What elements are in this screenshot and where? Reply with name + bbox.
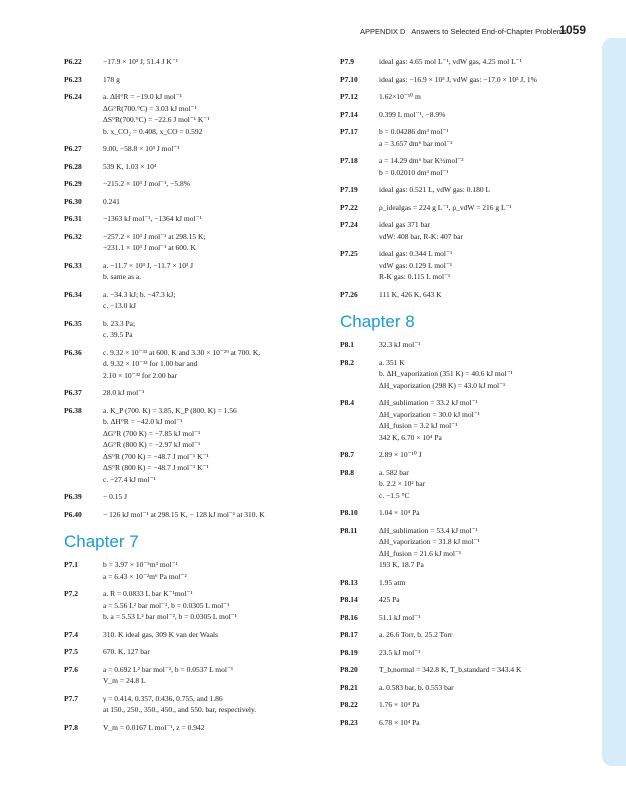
answer-text: 342 K, 6.70 × 10⁴ Pa	[379, 432, 442, 442]
answer-text: −17.9 × 10³ J, 51.4 J K⁻¹	[103, 57, 179, 66]
answer-line	[64, 704, 340, 716]
problem-label: P8.20	[340, 665, 358, 674]
answer-text: b = 0.04286 dm³ mol⁻¹	[379, 127, 449, 136]
answer-text: ΔS°R (800 K) = −48.7 J mol⁻¹ K⁻¹	[103, 463, 209, 472]
problem-label	[340, 380, 379, 392]
answer-text: 28.0 kJ mol⁻¹	[103, 388, 145, 397]
answer-text: 2.10 × 10⁻³² for 2.00 bar	[103, 370, 178, 380]
problem-label	[340, 490, 379, 502]
answer-line	[64, 300, 340, 312]
answer-text: a. 351 K	[379, 357, 405, 367]
problem-label: P7.10	[340, 74, 358, 84]
problem-label: P6.23	[64, 74, 82, 84]
answer-line	[64, 143, 340, 155]
problem-label	[64, 358, 103, 370]
answer-line	[64, 114, 340, 126]
answer-line	[64, 213, 340, 225]
answer-line	[340, 647, 590, 659]
answer-text: ΔH_sublimation = 53.4 kJ mol⁻¹	[379, 525, 478, 535]
answer-text: a = 6.43 × 10⁻²m⁶ Pa mol⁻²	[103, 571, 187, 581]
answer-text: ΔH_sublimation = 33.2 kJ mol⁻¹	[379, 398, 478, 407]
answer-text: ΔH_vaporization = 31.8 kJ mol⁻¹	[379, 537, 480, 546]
problem-label	[340, 478, 379, 490]
answer-line	[64, 260, 340, 272]
answer-text: 51.1 kJ mol⁻¹	[379, 612, 421, 622]
answer-line	[64, 178, 340, 190]
answer-text: − 0.15 J	[103, 492, 128, 501]
problem-label: P6.22	[64, 57, 82, 66]
problem-label	[64, 675, 103, 687]
answer-text: a. R = 0.0833 L bar K⁻¹mol⁻¹	[103, 589, 193, 598]
answer-line	[64, 693, 340, 705]
problem-label: P6.38	[64, 405, 82, 415]
answer-line	[64, 675, 340, 687]
answer-text: a. 582 bar	[379, 467, 409, 477]
answer-text: a. K_P (700. K) = 3.85, K_P (800. K) = 1.56	[103, 405, 237, 415]
answer-line	[340, 559, 590, 571]
answer-text: 2.89 × 10⁻¹⁰ J	[379, 450, 422, 459]
answer-text: ΔH_fusion = 21.6 kJ mol⁻¹	[379, 548, 462, 558]
answer-line	[340, 548, 590, 560]
problem-label	[64, 329, 103, 341]
answer-line	[340, 202, 590, 214]
problem-label: P7.1	[64, 560, 78, 569]
header-appendix: APPENDIX D	[360, 27, 406, 36]
answer-line	[340, 260, 590, 272]
problem-label	[64, 103, 103, 115]
answer-line	[340, 420, 590, 432]
answer-text: b. 2.2 × 10² bar	[379, 479, 426, 488]
problem-label: P6.34	[64, 289, 82, 299]
answer-text: −1363 kJ mol⁻¹, −1364 kJ mol⁻¹	[103, 214, 202, 223]
answer-text: a. −34.3 kJ; b. −47.3 kJ;	[103, 289, 176, 299]
problem-label	[340, 536, 379, 548]
answer-line	[64, 196, 340, 208]
answer-text: 178 g	[103, 74, 120, 84]
answer-line	[64, 161, 340, 173]
answer-line	[64, 347, 340, 359]
problem-label: P6.31	[64, 214, 82, 223]
problem-label	[64, 271, 103, 283]
answer-line	[340, 380, 590, 392]
answer-text: 1.76 × 10⁴ Pa	[379, 700, 420, 709]
answer-line	[340, 368, 590, 380]
answer-text: c. −13.0 kJ	[103, 301, 136, 310]
answer-line	[64, 611, 340, 623]
answer-line	[64, 646, 340, 658]
answer-text: −215.2 × 10³ J mol⁻¹, −5.8%	[103, 179, 190, 188]
answer-line	[340, 490, 590, 502]
answer-line	[64, 571, 340, 583]
answer-text: ΔH_vaporization = 30.0 kJ mol⁻¹	[379, 409, 480, 419]
problem-label: P8.22	[340, 700, 358, 709]
answer-line	[340, 271, 590, 283]
answer-text: −231.1 × 10³ J mol⁻¹ at 600. K	[103, 243, 196, 252]
problem-label: P6.28	[64, 161, 82, 171]
problem-label	[340, 548, 379, 560]
answer-text: 9.00, −58.8 × 10³ J mol⁻¹	[103, 144, 180, 153]
problem-label: P7.12	[340, 92, 358, 101]
answer-text: b. a = 5.53 L² bar mol⁻², b = 0.0305 L mol⁻¹	[103, 612, 237, 621]
answer-text: −257.2 × 10³ J mol⁻¹ at 298.15 K;	[103, 231, 206, 241]
problem-label	[340, 368, 379, 380]
answer-line	[340, 717, 590, 729]
answer-text: c. 39.5 Pa	[103, 330, 133, 339]
problem-label	[64, 370, 103, 382]
problem-label	[340, 420, 379, 432]
problem-label	[340, 271, 379, 283]
problem-label	[64, 611, 103, 623]
problem-label: P8.4	[340, 398, 354, 407]
answer-line	[64, 289, 340, 301]
answer-line	[64, 451, 340, 463]
problem-label	[64, 462, 103, 474]
answer-line	[64, 474, 340, 486]
answer-text: ΔH_fusion = 3.2 kJ mol⁻¹	[379, 421, 458, 430]
problem-label: P8.23	[340, 717, 358, 727]
page-number: 1059	[559, 23, 586, 37]
answer-line	[64, 491, 340, 503]
answer-line	[340, 109, 590, 121]
left-answer-column	[64, 50, 340, 733]
answer-line	[64, 428, 340, 440]
answer-text: 111 K, 426 K, 643 K	[379, 289, 442, 299]
answer-text: d. 9.32 × 10⁻³³ for 1.00 bar and	[103, 359, 198, 368]
problem-label: P8.2	[340, 357, 354, 367]
answer-line	[64, 722, 340, 734]
answer-line	[340, 507, 590, 519]
answer-text: 670. K, 127 bar	[103, 647, 150, 656]
problem-label: P6.30	[64, 196, 82, 206]
answer-text: b. ΔH_vaporization (351 K) = 40.6 kJ mol⁻¹	[379, 369, 513, 378]
answer-text: 32.3 kJ mol⁻¹	[379, 340, 421, 349]
answer-line	[340, 91, 590, 103]
problem-label: P7.17	[340, 127, 358, 136]
problem-label	[340, 138, 379, 150]
answer-line	[340, 339, 590, 351]
answer-text: ideal gas: 0.344 L mol⁻¹	[379, 249, 453, 258]
answer-text: 1.04 × 10⁴ Pa	[379, 508, 420, 517]
answer-line	[64, 664, 340, 676]
problem-label: P8.21	[340, 682, 358, 692]
answer-line	[340, 248, 590, 260]
problem-label: P6.32	[64, 231, 82, 241]
answer-line	[340, 629, 590, 641]
problem-label: P7.7	[64, 693, 78, 703]
answer-line	[340, 664, 590, 676]
problem-label: P7.22	[340, 202, 358, 212]
answer-line	[64, 405, 340, 417]
problem-label: P7.19	[340, 185, 358, 194]
answer-line	[340, 536, 590, 548]
problem-label: P7.4	[64, 629, 78, 639]
answer-line	[64, 509, 340, 521]
answer-text: 0.241	[103, 196, 120, 206]
problem-label	[64, 428, 103, 440]
answer-text: 193 K, 18.7 Pa	[379, 560, 424, 569]
chapter-heading: Chapter 7	[64, 532, 139, 551]
answer-text: 310. K ideal gas, 309 K van der Waals	[103, 629, 219, 639]
answer-line	[340, 525, 590, 537]
answer-text: b = 0.02010 dm³ mol⁻¹	[379, 167, 449, 177]
answer-text: 0.399 L mol⁻¹, −8.9%	[379, 109, 446, 119]
problem-label: P6.24	[64, 92, 82, 101]
answer-text: ΔH_vaporization (298 K) = 43.0 kJ mol⁻¹	[379, 380, 506, 390]
answer-text: a = 5.56 L² bar mol⁻², b = 0.0305 L mol⁻¹	[103, 600, 230, 610]
answer-text: ideal gas: −16.9 × 10³ J, vdW gas: −17.0 × 10³ J, 1%	[379, 74, 537, 84]
answer-line	[64, 462, 340, 474]
answer-line	[64, 600, 340, 612]
answer-line	[340, 74, 590, 86]
answer-text: b. 23.3 Pa;	[103, 318, 136, 328]
problem-label	[340, 260, 379, 272]
answer-text: vdW: 408 bar, R-K: 407 bar	[379, 231, 463, 241]
problem-label: P6.29	[64, 179, 82, 188]
answer-text: T_b,normal = 342.8 K, T_b,standard = 343.4 K	[379, 665, 522, 674]
answer-text: b = 3.97 × 10⁻⁵m³ mol⁻¹	[103, 560, 178, 569]
answer-line	[340, 612, 590, 624]
answer-line	[64, 242, 340, 254]
problem-label: P6.35	[64, 318, 82, 328]
answer-line	[64, 74, 340, 86]
problem-label: P6.39	[64, 492, 82, 501]
answer-line	[64, 370, 340, 382]
problem-label	[64, 704, 103, 716]
problem-label: P7.8	[64, 722, 78, 732]
answer-text: c. −1.5 °C	[379, 490, 410, 500]
answer-text: a = 14.29 dm⁶ bar K½mol⁻²	[379, 156, 464, 165]
answer-line	[64, 271, 340, 283]
problem-label	[64, 300, 103, 312]
problem-label: P7.24	[340, 220, 358, 229]
answer-text: − 126 kJ mol⁻¹ at 298.15 K, − 128 kJ mol⁻¹ at 310. K	[103, 509, 265, 519]
problem-label: P7.2	[64, 589, 78, 598]
answer-text: 1.95 atm	[379, 577, 406, 587]
problem-label: P7.18	[340, 156, 358, 165]
problem-label: P6.37	[64, 388, 82, 397]
answer-line	[64, 91, 340, 103]
answer-line	[340, 478, 590, 490]
answer-text: a = 0.692 L² bar mol⁻², b = 0.0537 L mol⁻¹	[103, 664, 234, 674]
problem-label: P8.13	[340, 577, 358, 587]
answer-line	[64, 358, 340, 370]
problem-label: P8.7	[340, 450, 354, 459]
answer-text: ΔG°R(700.°C) = 3.03 kJ mol⁻¹	[103, 103, 197, 113]
answer-line	[340, 56, 590, 68]
problem-label	[64, 126, 103, 138]
answer-line	[340, 289, 590, 301]
answer-line	[64, 231, 340, 243]
answer-line	[64, 318, 340, 330]
answer-text: ideal gas: 4.65 mol L⁻¹, vdW gas, 4.25 mol L⁻¹	[379, 57, 522, 66]
problem-label	[64, 571, 103, 583]
problem-label: P8.8	[340, 467, 354, 477]
answer-text: a. 26.6 Torr, b. 25.2 Torr	[379, 630, 453, 639]
problem-label	[340, 409, 379, 421]
page-header	[360, 23, 586, 37]
problem-label	[340, 167, 379, 179]
side-tab	[602, 38, 626, 766]
answer-line	[64, 103, 340, 115]
problem-label	[340, 432, 379, 444]
answer-line	[64, 559, 340, 571]
problem-label: P7.26	[340, 289, 358, 299]
answer-line	[340, 449, 590, 461]
problem-label: P6.33	[64, 260, 82, 270]
answer-line	[340, 409, 590, 421]
answer-text: ΔG°R (700 K) = −7.85 kJ mol⁻¹	[103, 428, 201, 438]
problem-label	[64, 451, 103, 463]
answer-line	[340, 219, 590, 231]
answer-line	[64, 416, 340, 428]
answer-text: b. ΔH°R = −42.0 kJ mol⁻¹	[103, 417, 183, 426]
problem-label: P8.14	[340, 595, 358, 604]
answer-text: vdW gas: 0.129 L mol⁻¹	[379, 260, 453, 270]
chapter-heading: Chapter 8	[340, 312, 415, 331]
problem-label: P8.17	[340, 630, 358, 639]
answer-text: c. 9.32 × 10⁻³³ at 600. K and 3.30 × 10⁻²⁹ at 700. K,	[103, 347, 261, 357]
problem-label: P6.40	[64, 509, 82, 519]
answer-line	[340, 126, 590, 138]
answer-line	[64, 329, 340, 341]
problem-label	[64, 600, 103, 612]
answer-line	[340, 699, 590, 711]
answer-text: ideal gas: 0.521 L, vdW gas: 0.180 L	[379, 185, 491, 194]
problem-label: P6.27	[64, 144, 82, 153]
answer-text: 1.62×10⁻¹⁰ m	[379, 92, 421, 101]
answer-text: a. 0.583 bar, b. 0.553 bar	[379, 682, 454, 692]
answer-text: γ = 0.414, 0.357, 0.436, 0.755, and 1.86	[103, 693, 223, 703]
answer-text: V_m = 0.0167 L mol⁻¹, z = 0.942	[103, 722, 205, 732]
answer-text: ΔS°R (700 K) = −48.7 J mol⁻¹ K⁻¹	[103, 451, 209, 461]
answer-line	[340, 682, 590, 694]
problem-label: P7.9	[340, 57, 354, 66]
answer-line	[340, 231, 590, 243]
answer-line	[340, 184, 590, 196]
problem-label	[64, 416, 103, 428]
problem-label	[64, 439, 103, 451]
problem-label: P7.5	[64, 647, 78, 656]
answer-text: 23.5 kJ mol⁻¹	[379, 647, 421, 657]
problem-label: P6.36	[64, 347, 82, 357]
answer-line	[340, 432, 590, 444]
problem-label: P7.14	[340, 109, 358, 119]
problem-label: P8.19	[340, 647, 358, 657]
problem-label	[340, 231, 379, 243]
answer-line	[340, 594, 590, 606]
answer-text: a. −11.7 × 10³ J, −11.7 × 10³ J	[103, 260, 194, 270]
answer-text: b. x_CO₂ = 0.408, x_CO = 0.592	[103, 126, 203, 136]
answer-line	[340, 467, 590, 479]
answer-line	[64, 387, 340, 399]
answer-line	[64, 588, 340, 600]
problem-label: P7.6	[64, 664, 78, 674]
answer-text: V_m = 24.8 L	[103, 676, 146, 685]
problem-label	[64, 242, 103, 254]
problem-label: P8.16	[340, 612, 358, 622]
answer-text: a. ΔH°R = −19.0 kJ mol⁻¹	[103, 92, 182, 101]
answer-text: 6.78 × 10⁴ Pa	[379, 717, 420, 727]
header-title: Answers to Selected End-of-Chapter Problems	[411, 27, 567, 36]
answer-text: c. −27.4 kJ mol⁻¹	[103, 474, 156, 484]
answer-line	[340, 138, 590, 150]
answer-line	[64, 56, 340, 68]
answer-line	[340, 397, 590, 409]
answer-line	[340, 357, 590, 369]
problem-label: P8.1	[340, 340, 354, 349]
problem-label: P7.25	[340, 249, 358, 258]
answer-text: at 150., 250., 350., 450., and 550. bar, respectively.	[103, 705, 257, 714]
answer-text: b. same as a.	[103, 272, 142, 281]
answer-text: ΔG°R (800 K) = −2.97 kJ mol⁻¹	[103, 440, 201, 449]
answer-text: ΔS°R(700.°C) = −22.6 J mol⁻¹ K⁻¹	[103, 115, 210, 124]
problem-label	[64, 474, 103, 486]
problem-label: P8.11	[340, 525, 358, 535]
answer-line	[340, 167, 590, 179]
answer-line	[64, 439, 340, 451]
answer-text: ρ_idealgas = 224 g L⁻¹, ρ_vdW = 216 g L⁻¹	[379, 202, 512, 212]
answer-text: R-K gas: 0.115 L mol⁻¹	[379, 272, 451, 281]
answer-text: 539 K, 1.03 × 10⁴	[103, 161, 157, 171]
answer-line	[64, 629, 340, 641]
problem-label: P8.10	[340, 508, 358, 517]
answer-text: ideal gas 371 bar	[379, 220, 431, 229]
answer-line	[340, 577, 590, 589]
answer-line	[340, 155, 590, 167]
problem-label	[64, 114, 103, 126]
problem-label	[340, 559, 379, 571]
answer-line	[64, 126, 340, 138]
right-answer-column	[340, 50, 590, 728]
answer-text: 425 Pa	[379, 595, 400, 604]
answer-text: a = 3.657 dm⁶ bar mol⁻²	[379, 138, 453, 148]
